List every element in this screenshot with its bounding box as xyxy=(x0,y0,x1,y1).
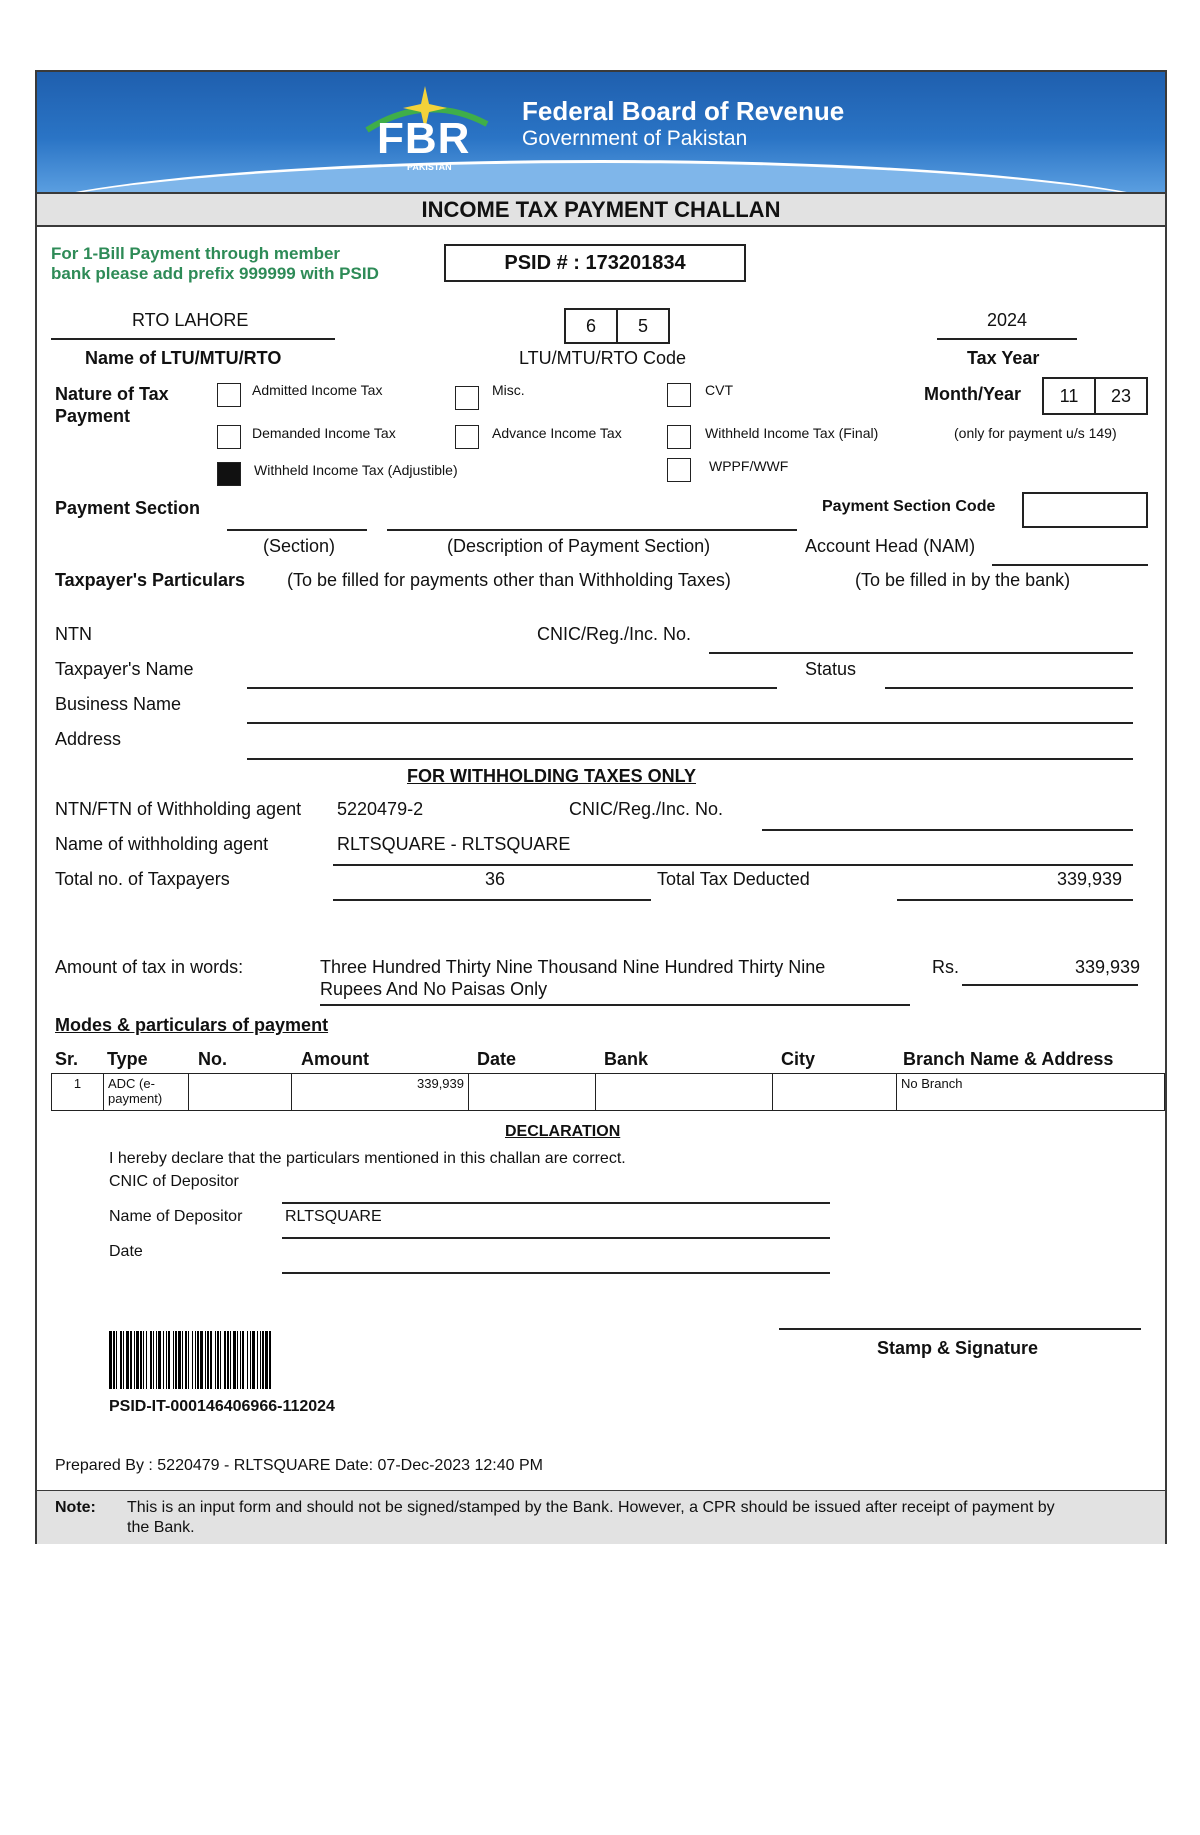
amount-words-label: Amount of tax in words: xyxy=(55,957,244,977)
payment-section-code-box xyxy=(1022,492,1148,528)
checkbox-demanded[interactable] xyxy=(217,425,241,449)
col-branch: Branch Name & Address xyxy=(903,1049,1114,1069)
agent-name-value: RLTSQUARE - RLTSQUARE xyxy=(337,834,571,854)
office-name-label: Name of LTU/MTU/RTO xyxy=(85,348,282,368)
col-amount: Amount xyxy=(301,1049,369,1069)
barcode-bar xyxy=(271,1331,272,1389)
org-subtitle: Government of Pakistan xyxy=(522,127,748,150)
address-label: Address xyxy=(55,729,122,749)
agent-ntn-label: NTN/FTN of Withholding agent xyxy=(55,799,302,819)
rs-label: Rs. xyxy=(932,957,959,977)
checkbox-misc[interactable] xyxy=(455,386,479,410)
checkbox-cvt[interactable] xyxy=(667,383,691,407)
cell-type: ADC (e-payment) xyxy=(104,1074,189,1111)
col-sr: Sr. xyxy=(55,1049,79,1069)
section-line xyxy=(227,529,367,531)
header-banner xyxy=(37,72,1165,192)
office-code-label: LTU/MTU/RTO Code xyxy=(519,348,687,368)
rs-line xyxy=(962,984,1138,986)
cnic-depositor-line xyxy=(282,1202,830,1204)
description-line xyxy=(387,529,797,531)
agent-cnic-line xyxy=(762,829,1133,831)
taxpayer-name-label: Taxpayer's Name xyxy=(55,659,194,679)
logo-subtext: PAKISTAN xyxy=(407,162,452,172)
cell-branch: No Branch xyxy=(897,1074,1165,1111)
checkbox-admitted[interactable] xyxy=(217,383,241,407)
note-line1: This is an input form and should not be signed/stamped by the Bank. However, a CPR should be issued after receipt of payment by xyxy=(127,1499,1055,1516)
amount-words-line2: Rupees And No Paisas Only xyxy=(320,979,548,999)
date-line xyxy=(282,1272,830,1274)
business-name-line xyxy=(247,722,1133,724)
option-withheld-adjustible: Withheld Income Tax (Adjustible) xyxy=(254,462,458,478)
month-box: 11 xyxy=(1042,377,1096,415)
payment-table xyxy=(51,1073,1165,1111)
cell-date xyxy=(469,1074,596,1111)
option-admitted: Admitted Income Tax xyxy=(252,382,383,398)
agent-name-line xyxy=(333,864,1133,866)
psid-box: PSID # : 173201834 xyxy=(444,244,746,282)
address-line xyxy=(247,758,1133,760)
option-wppf: WPPF/WWF xyxy=(709,458,789,474)
barcode-image xyxy=(109,1331,272,1389)
tax-year-value: 2024 xyxy=(987,310,1028,330)
date-label: Date xyxy=(109,1243,143,1260)
office-name-value: RTO LAHORE xyxy=(132,310,249,330)
col-type: Type xyxy=(107,1049,148,1069)
account-head-line xyxy=(992,564,1148,566)
section-caption: (Section) xyxy=(263,536,336,556)
agent-cnic-label: CNIC/Reg./Inc. No. xyxy=(569,799,724,819)
account-head-label: Account Head (NAM) xyxy=(805,536,976,556)
stamp-line xyxy=(779,1328,1141,1330)
fbr-logo xyxy=(357,82,497,174)
name-depositor-line xyxy=(282,1237,830,1239)
agent-ntn-value: 5220479-2 xyxy=(337,799,424,819)
office-code-digit-1: 6 xyxy=(564,308,618,344)
month-note: (only for payment u/s 149) xyxy=(954,425,1117,441)
cnic-depositor-label: CNIC of Depositor xyxy=(109,1173,239,1190)
rs-value: 339,939 xyxy=(1075,957,1141,977)
org-title: Federal Board of Revenue xyxy=(522,96,845,126)
checkbox-withheld-final[interactable] xyxy=(667,425,691,449)
checkbox-wppf[interactable] xyxy=(667,458,691,482)
barcode-text: PSID-IT-000146406966-112024 xyxy=(109,1398,335,1415)
declaration-text: I hereby declare that the particulars mentioned in this challan are correct. xyxy=(109,1150,626,1167)
description-caption: (Description of Payment Section) xyxy=(447,536,711,556)
nature-label-1: Nature of Tax xyxy=(55,384,169,404)
checkbox-advance[interactable] xyxy=(455,425,479,449)
bank-note: (To be filled in by the bank) xyxy=(855,570,1071,590)
status-label: Status xyxy=(805,659,857,679)
nature-label-2: Payment xyxy=(55,406,131,426)
option-cvt: CVT xyxy=(705,382,733,398)
cell-no xyxy=(189,1074,292,1111)
tax-year-line xyxy=(937,338,1077,340)
option-advance: Advance Income Tax xyxy=(492,425,622,441)
ntn-label: NTN xyxy=(55,624,92,644)
taxpayer-cnic-label: CNIC/Reg./Inc. No. xyxy=(537,624,692,644)
col-bank: Bank xyxy=(604,1049,649,1069)
prepared-by: Prepared By : 5220479 - RLTSQUARE Date: 07-Dec-2023 12:40 PM xyxy=(55,1457,543,1474)
col-city: City xyxy=(781,1049,816,1069)
note-line2: the Bank. xyxy=(127,1519,195,1536)
amount-words-line1: Three Hundred Thirty Nine Thousand Nine Hundred Thirty Nine xyxy=(320,957,826,977)
banner-curve xyxy=(37,160,1165,192)
cell-amount: 339,939 xyxy=(292,1074,469,1111)
taxpayer-name-line xyxy=(247,687,777,689)
option-misc: Misc. xyxy=(492,382,525,398)
challan-form xyxy=(35,70,1167,1544)
status-line xyxy=(885,687,1133,689)
stamp-label: Stamp & Signature xyxy=(877,1338,1039,1358)
cell-sr: 1 xyxy=(52,1074,104,1111)
col-date: Date xyxy=(477,1049,517,1069)
total-taxpayers-line xyxy=(333,899,651,901)
option-demanded: Demanded Income Tax xyxy=(252,425,396,441)
name-depositor-label: Name of Depositor xyxy=(109,1208,243,1225)
table-row xyxy=(52,1074,1165,1111)
note-bar xyxy=(37,1490,1165,1544)
name-depositor-value: RLTSQUARE xyxy=(285,1208,382,1225)
psid-note-line1: For 1-Bill Payment through member xyxy=(51,244,341,263)
logo-text: FBR xyxy=(377,114,471,163)
total-taxpayers-value: 36 xyxy=(485,869,506,889)
total-taxpayers-label: Total no. of Taxpayers xyxy=(55,869,230,889)
form-title: INCOME TAX PAYMENT CHALLAN xyxy=(37,192,1165,227)
total-deducted-line xyxy=(897,899,1133,901)
payment-section-label: Payment Section xyxy=(55,498,201,518)
total-deducted-value: 339,939 xyxy=(1057,869,1123,889)
withholding-heading: FOR WITHHOLDING TAXES ONLY xyxy=(407,766,697,786)
option-withheld-final: Withheld Income Tax (Final) xyxy=(705,425,879,441)
taxpayer-heading-note: (To be filled for payments other than Withholding Taxes) xyxy=(287,570,731,590)
business-name-label: Business Name xyxy=(55,694,182,714)
taxpayer-heading: Taxpayer's Particulars xyxy=(55,570,246,590)
cell-city xyxy=(773,1074,897,1111)
note-label: Note: xyxy=(55,1499,96,1516)
amount-words-underline xyxy=(320,1004,910,1006)
modes-heading: Modes & particulars of payment xyxy=(55,1015,329,1035)
checkbox-withheld-adjustible[interactable] xyxy=(217,462,241,486)
col-no: No. xyxy=(198,1049,227,1069)
payment-section-code-label: Payment Section Code xyxy=(822,498,996,515)
year-box: 23 xyxy=(1094,377,1148,415)
psid-note-line2: bank please add prefix 999999 with PSID xyxy=(51,264,379,283)
office-code-digit-2: 5 xyxy=(616,308,670,344)
month-year-label: Month/Year xyxy=(924,384,1022,404)
cell-bank xyxy=(596,1074,773,1111)
declaration-heading: DECLARATION xyxy=(505,1123,621,1140)
total-deducted-label: Total Tax Deducted xyxy=(657,869,810,889)
agent-name-label: Name of withholding agent xyxy=(55,834,269,854)
taxpayer-cnic-line xyxy=(709,652,1133,654)
office-name-line xyxy=(51,338,335,340)
tax-year-label: Tax Year xyxy=(967,348,1040,368)
